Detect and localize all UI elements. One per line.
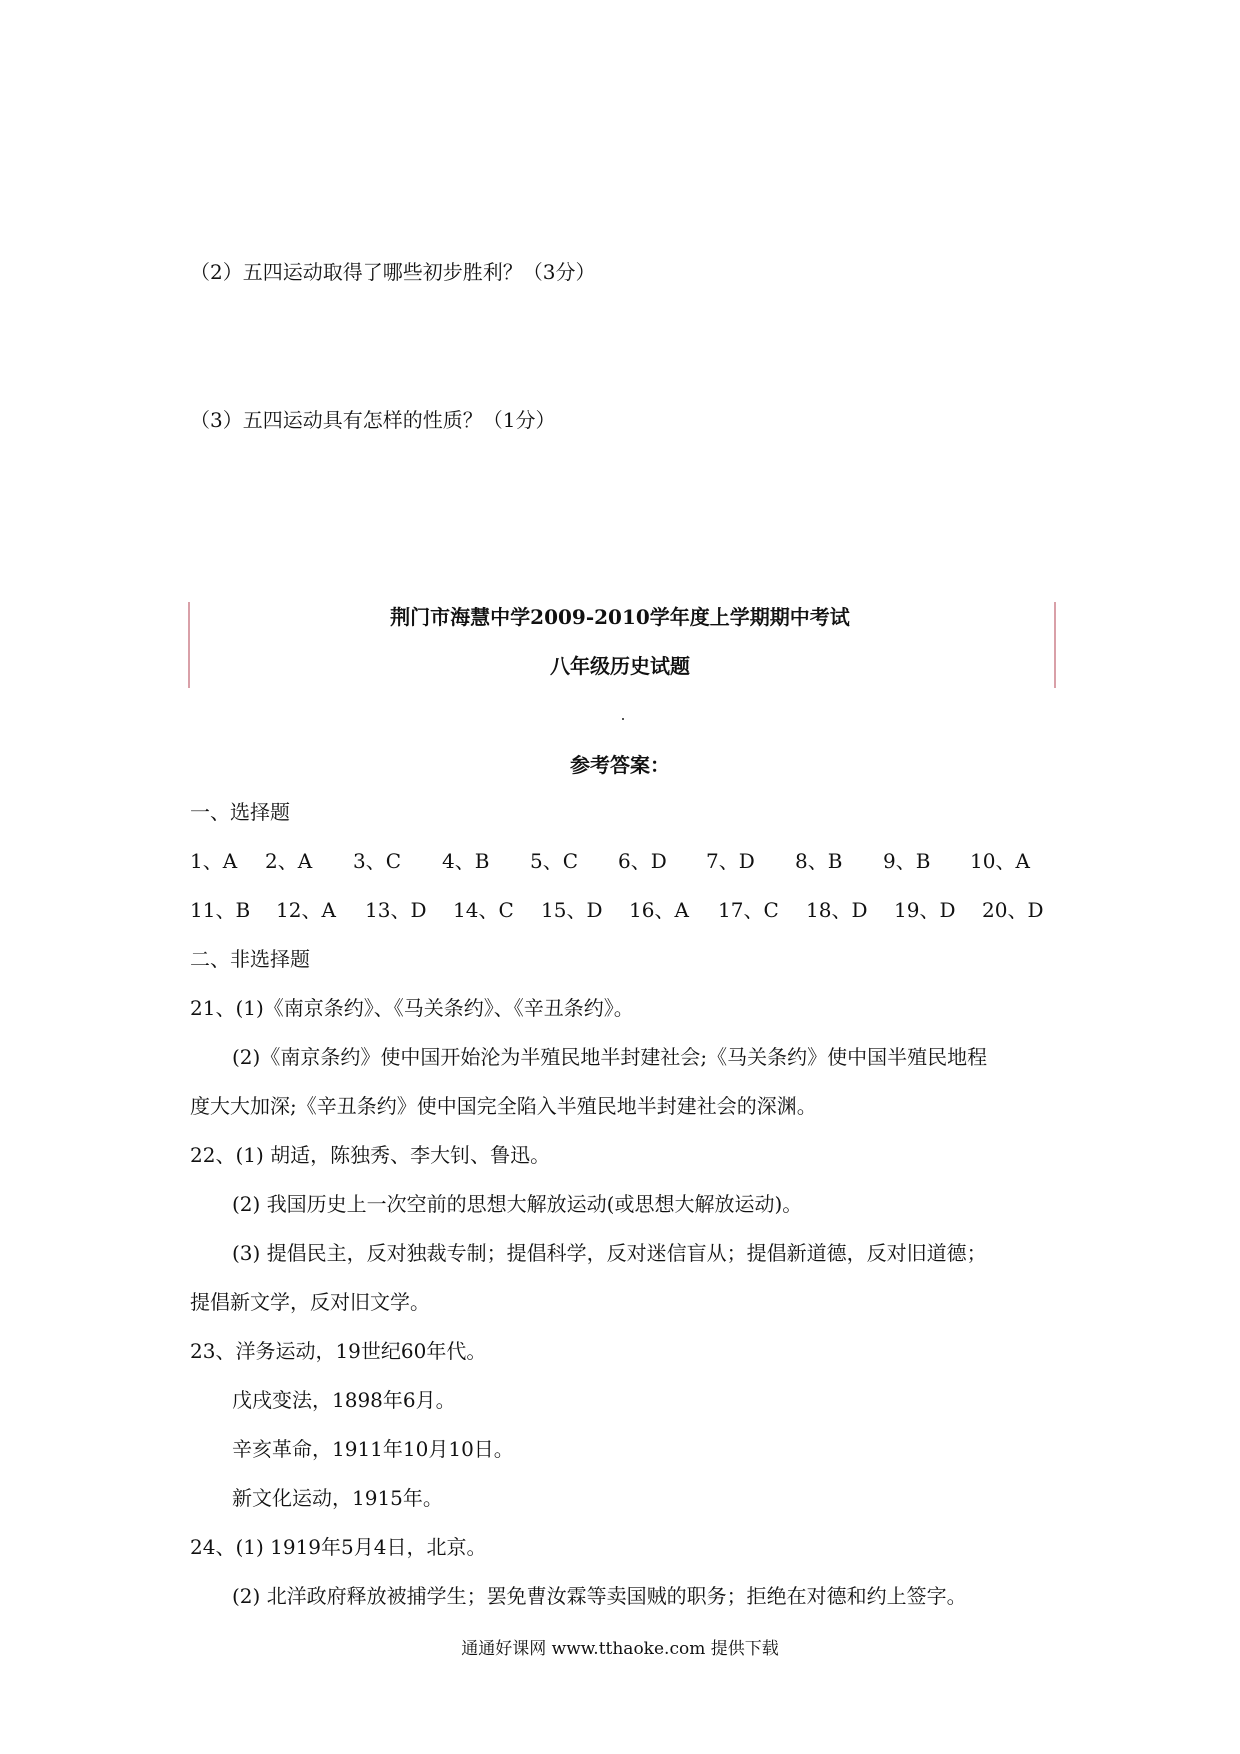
answer-22-part-3-cont: 提倡新文学，反对旧文学。 (190, 1290, 430, 1314)
answer-24-part-2: (2) 北洋政府释放被捕学生；罢免曹汝霖等卖国贼的职务；拒绝在对德和约上签字。 (232, 1584, 967, 1608)
choice-answer: 16、A (629, 898, 689, 922)
choice-answer: 1、A (190, 849, 238, 873)
choice-answer: 11、B (190, 898, 251, 922)
answer-23-line-4: 新文化运动，1915年。 (232, 1486, 443, 1510)
choice-answer: 5、C (530, 849, 579, 873)
choice-answer: 10、A (970, 849, 1030, 873)
answer-21-part-2: (2)《南京条约》使中国开始沦为半殖民地半封建社会;《马关条约》使中国半殖民地程 (232, 1045, 988, 1069)
answer-21-part-2-cont: 度大大加深;《辛丑条约》使中国完全陷入半殖民地半封建社会的深渊。 (190, 1094, 817, 1118)
choice-answer: 3、C (353, 849, 402, 873)
section-1-heading: 一、选择题 (190, 800, 290, 824)
choice-answer: 2、A (265, 849, 313, 873)
choice-answer: 9、B (883, 849, 931, 873)
answer-21-part-1: 21、(1)《南京条约》、《马关条约》、《辛丑条约》。 (190, 996, 634, 1020)
section-2-heading: 二、非选择题 (190, 947, 310, 971)
answer-22-part-3: (3) 提倡民主，反对独裁专制；提倡科学，反对迷信盲从；提倡新道德，反对旧道德； (232, 1241, 987, 1265)
choice-answer: 4、B (442, 849, 490, 873)
choice-answer: 7、D (706, 849, 755, 873)
choice-answer: 15、D (541, 898, 603, 922)
answers-heading: 参考答案： (570, 753, 670, 777)
answer-23-line-2: 戊戌变法，1898年6月。 (232, 1388, 456, 1412)
answer-23-line-3: 辛亥革命，1911年10月10日。 (232, 1437, 514, 1461)
answer-22-part-1: 22、(1) 胡适，陈独秀、李大钊、鲁迅。 (190, 1143, 551, 1167)
answer-23-line-1: 23、洋务运动，19世纪60年代。 (190, 1339, 487, 1363)
choice-answer: 14、C (453, 898, 514, 922)
choice-answer: 19、D (894, 898, 956, 922)
choice-answer: 17、C (718, 898, 779, 922)
answer-24-part-1: 24、(1) 1919年5月4日，北京。 (190, 1535, 487, 1559)
choice-answer: 6、D (618, 849, 667, 873)
exam-subtitle: 八年级历史试题 (550, 654, 690, 678)
choice-answer: 20、D (982, 898, 1044, 922)
choice-answer: 8、B (795, 849, 843, 873)
choice-answer: 12、A (276, 898, 336, 922)
question-2: （2）五四运动取得了哪些初步胜利？（3分） (190, 260, 596, 284)
stray-dot (622, 718, 624, 720)
answer-22-part-2: (2) 我国历史上一次空前的思想大解放运动(或思想大解放运动)。 (232, 1192, 803, 1216)
exam-title: 荆门市海慧中学2009-2010学年度上学期期中考试 (390, 605, 850, 629)
page-footer: 通通好课网 www.tthaoke.com 提供下载 (461, 1639, 779, 1659)
question-3: （3）五四运动具有怎样的性质？（1分） (190, 408, 556, 432)
choice-answer: 13、D (365, 898, 427, 922)
choice-answer: 18、D (806, 898, 868, 922)
